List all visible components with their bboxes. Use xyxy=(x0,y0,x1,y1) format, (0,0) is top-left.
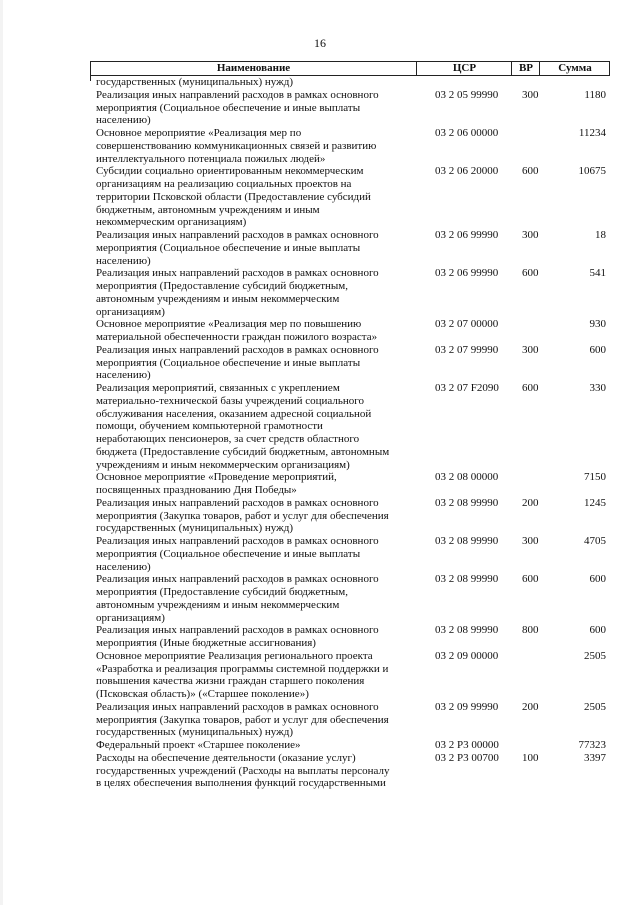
row-name-line: интеллектуального потенциала пожилых людей» xyxy=(96,152,326,165)
row-name-line: государственных учреждений (Расходы на выплаты персоналу xyxy=(96,764,390,777)
row-sum: 541 xyxy=(589,267,606,280)
row-name-line: государственных (муниципальных) нужд) xyxy=(96,76,293,88)
row-name-line: организациям) xyxy=(96,305,165,318)
row-name-line: населению) xyxy=(96,114,151,127)
header-sum: Сумма xyxy=(539,62,610,75)
row-vr: 600 xyxy=(522,382,539,394)
table-row xyxy=(0,573,640,624)
row-csr: 03 2 08 99990 xyxy=(435,624,499,637)
row-sum: 4705 xyxy=(584,535,606,547)
row-name-line: помощи, обучением компьютерной грамотности xyxy=(96,420,323,433)
header-csr: ЦСР xyxy=(416,62,512,75)
row-sum: 18 xyxy=(595,229,606,241)
row-name xyxy=(96,701,418,739)
row-name xyxy=(96,267,418,318)
row-csr: 03 2 08 99990 xyxy=(435,573,499,586)
row-sum: 7150 xyxy=(584,471,606,484)
row-name-line: мероприятия (Социальное обеспечение и иные выплаты xyxy=(96,241,361,254)
row-name xyxy=(96,344,418,382)
row-name xyxy=(96,318,418,344)
row-name-line: Реализация иных направлений расходов в рамках основного xyxy=(96,700,379,713)
row-vr: 300 xyxy=(522,229,539,241)
row-csr: 03 2 06 20000 xyxy=(435,165,499,178)
table-row xyxy=(0,382,640,471)
row-sum: 3397 xyxy=(584,751,606,764)
row-name-line: Реализация иных направлений расходов в рамках основного xyxy=(96,573,379,586)
row-name-line: бюджета (Предоставление субсидий бюджетным, автономным xyxy=(96,445,390,458)
row-name xyxy=(96,382,418,471)
row-name-line: мероприятия (Закупка товаров, работ и услуг для обеспечения xyxy=(96,509,389,522)
row-name xyxy=(96,650,418,701)
row-name-line: населению) xyxy=(96,369,151,382)
row-csr: 03 2 09 99990 xyxy=(435,700,499,713)
row-name-line: Реализация иных направлений расходов в рамках основного xyxy=(96,535,379,547)
row-csr: 03 2 06 99990 xyxy=(435,267,499,280)
row-name-line: мероприятия (Закупка товаров, работ и услуг для обеспечения xyxy=(96,713,389,726)
row-name xyxy=(96,127,418,165)
row-name xyxy=(96,752,418,790)
row-sum: 2505 xyxy=(584,649,606,662)
table-row xyxy=(0,624,640,650)
row-sum: 600 xyxy=(589,343,606,356)
row-vr: 600 xyxy=(522,573,539,586)
row-name-line: автономным учреждениям и иным некоммерческим xyxy=(96,598,340,611)
row-name-line: населению) xyxy=(96,560,151,573)
row-name-line: государственных (муниципальных) нужд) xyxy=(96,726,293,739)
row-csr: 03 2 06 99990 xyxy=(435,229,499,241)
row-csr: 03 2 07 00000 xyxy=(435,318,499,331)
row-name-line: бюджетным, автономным учреждениям и иным xyxy=(96,203,320,216)
row-name xyxy=(96,471,418,497)
row-name xyxy=(96,573,418,624)
row-sum: 1245 xyxy=(584,496,606,509)
table-row xyxy=(0,497,640,535)
row-csr: 03 2 09 00000 xyxy=(435,649,499,662)
page-number: 16 xyxy=(314,36,326,50)
table-row xyxy=(0,739,640,752)
row-name-line: Основное мероприятие «Реализация мер по повышению xyxy=(96,318,362,331)
row-name-line: мероприятия (Предоставление субсидий бюджетным, xyxy=(96,280,348,292)
row-csr: 03 2 P3 00700 xyxy=(435,751,499,764)
table-row xyxy=(0,752,640,790)
row-name-line: материально-технической базы учреждений социального xyxy=(96,394,365,407)
row-name xyxy=(96,624,418,650)
row-name-line: мероприятия (Социальное обеспечение и иные выплаты xyxy=(96,547,361,560)
row-name xyxy=(96,535,418,573)
table-row xyxy=(0,127,640,165)
table-row xyxy=(0,701,640,739)
row-name xyxy=(96,89,418,127)
row-csr: 03 2 06 00000 xyxy=(435,127,499,139)
table-row xyxy=(0,229,640,267)
row-name-line: Реализация иных направлений расходов в рамках основного xyxy=(96,343,379,356)
table-body xyxy=(0,76,640,790)
row-sum: 10675 xyxy=(578,165,606,178)
row-name-line: организациям) xyxy=(96,611,165,624)
row-csr: 03 2 07 F2090 xyxy=(435,382,499,394)
row-vr: 300 xyxy=(522,535,539,547)
row-name-line: материальной обеспеченности граждан пожилого возраста» xyxy=(96,331,378,343)
row-name-line: Основное мероприятие Реализация регионального проекта xyxy=(96,649,373,662)
row-name-line: посвященных празднованию Дня Победы» xyxy=(96,484,297,496)
row-name-line: обслуживания населения, оказанием адресной социальной xyxy=(96,407,372,420)
row-name-line: Реализация иных направлений расходов в рамках основного xyxy=(96,624,379,637)
row-name-line: государственных (муниципальных) нужд) xyxy=(96,522,293,535)
row-sum: 2505 xyxy=(584,700,606,713)
row-sum: 1180 xyxy=(584,88,606,101)
row-name-line: автономным учреждениям и иным некоммерческим xyxy=(96,292,340,305)
row-name-line: (Псковская область)» («Старшее поколение») xyxy=(96,688,309,700)
row-name-line: Основное мероприятие «Проведение мероприятий, xyxy=(96,471,337,484)
table-row xyxy=(0,165,640,229)
row-csr: 03 2 07 99990 xyxy=(435,343,499,356)
row-name-line: повышения качества жизни граждан старшего поколения xyxy=(96,675,365,688)
table-row xyxy=(0,318,640,344)
table-row xyxy=(0,344,640,382)
row-vr: 600 xyxy=(522,165,539,178)
row-name-line: некоммерческим организациям) xyxy=(96,216,247,229)
row-name-line: Субсидии социально ориентированным некоммерческим xyxy=(96,165,364,178)
row-name xyxy=(96,229,418,267)
row-name-line: Реализация иных направлений расходов в рамках основного xyxy=(96,229,379,241)
row-name-line: совершенствованию коммуникационных связей и развитию xyxy=(96,139,377,152)
table-row xyxy=(0,267,640,318)
row-sum: 11234 xyxy=(578,127,606,139)
row-csr: 03 2 08 99990 xyxy=(435,535,499,547)
row-vr: 800 xyxy=(522,624,539,637)
row-name-line: Реализация иных направлений расходов в рамках основного xyxy=(96,267,379,280)
row-name-line: Основное мероприятие «Реализация мер по xyxy=(96,127,302,139)
row-csr: 03 2 08 00000 xyxy=(435,471,499,484)
row-sum: 330 xyxy=(589,382,606,394)
row-vr: 200 xyxy=(522,700,539,713)
table-row xyxy=(0,471,640,497)
table-row xyxy=(0,535,640,573)
row-vr: 300 xyxy=(522,343,539,356)
header-name: Наименование xyxy=(216,62,291,74)
row-name-line: в целях обеспечения выполнения функций государственными xyxy=(96,777,386,790)
table-row xyxy=(0,89,640,127)
row-name-line: Расходы на обеспечение деятельности (оказание услуг) xyxy=(96,751,356,764)
row-name-line: мероприятия (Социальное обеспечение и иные выплаты xyxy=(96,356,361,369)
row-sum: 77323 xyxy=(578,739,606,751)
row-vr: 600 xyxy=(522,267,539,280)
row-name-line: Реализация мероприятий, связанных с укреплением xyxy=(96,382,340,394)
row-vr: 200 xyxy=(522,496,539,509)
row-name-line: организациям на реализацию социальных проектов на xyxy=(96,178,352,190)
row-csr: 03 2 05 99990 xyxy=(435,88,499,101)
row-name xyxy=(96,76,418,89)
row-name-line: мероприятия (Предоставление субсидий бюджетным, xyxy=(96,586,348,598)
table-row xyxy=(0,76,640,89)
row-name xyxy=(96,165,418,229)
row-vr: 100 xyxy=(522,751,539,764)
row-name-line: «Разработка и реализация программы системной поддержки и xyxy=(96,662,389,675)
row-name xyxy=(96,497,418,535)
row-csr: 03 2 P3 00000 xyxy=(435,739,499,751)
row-sum: 930 xyxy=(589,318,606,331)
row-name-line: Реализация иных направлений расходов в рамках основного xyxy=(96,496,379,509)
table-row xyxy=(0,650,640,701)
row-name-line: территории Псковской области (Предоставление субсидий xyxy=(96,190,371,203)
row-name-line: мероприятия (Иные бюджетные ассигнования) xyxy=(96,637,316,649)
row-sum: 600 xyxy=(589,573,606,586)
row-csr: 03 2 08 99990 xyxy=(435,496,499,509)
row-name xyxy=(96,739,418,752)
row-name-line: мероприятия (Социальное обеспечение и иные выплаты xyxy=(96,101,361,114)
row-name-line: неработающих пенсионеров, за счет средств областного xyxy=(96,433,360,445)
table-header xyxy=(90,61,610,76)
row-vr: 300 xyxy=(522,88,539,101)
row-name-line: учреждениям и иным некоммерческим организациям) xyxy=(96,458,350,471)
row-name-line: Реализация иных направлений расходов в рамках основного xyxy=(96,88,379,101)
header-vr: ВР xyxy=(511,62,540,75)
row-name-line: Федеральный проект «Старшее поколение» xyxy=(96,739,301,751)
row-sum: 600 xyxy=(589,624,606,637)
row-name-line: населению) xyxy=(96,254,151,267)
